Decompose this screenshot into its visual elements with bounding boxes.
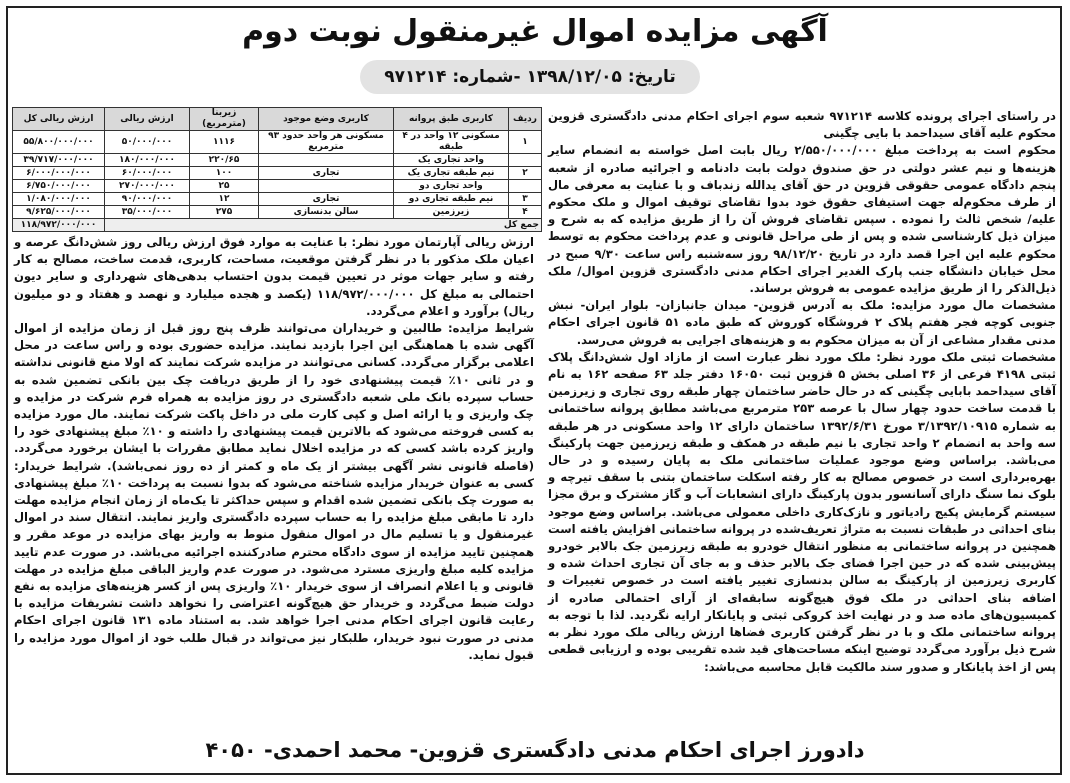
table-cell: مسکونی هر واحد حدود ۹۳ مترمربع	[259, 131, 394, 154]
judgment-paragraph: محکوم است به پرداخت مبلغ ۲/۵۵۰/۰۰۰/۰۰۰ ریال بابت اصل خواسته به انضمام سایر هزینه‌ها و نیم عشر دولتی در حق صندوق دولت بابت دادنامه و اجرائیه صادره از شعبه پنجم دادگاه عمومی حقوقی قزوین در حق آقای یدالله زندباف و با عنایت به معرفی مال از طرف محکوم‌له جهت استیفای حقوق خود بدوا تقاضای توقیف اموال و ملک محکوم علیه/ شخص ثالث را نموده . سپس تقاضای فروش آن را از طریق مزایده که به شرح و میزان ذیل کارشناسی شده و پس از طی مراحل قانونی و عدم پرداخت محکوم به توسط محکوم علیه این اجرا قصد دارد در تاریخ ۹۸/۱۲/۲۰ روز سه‌شنبه راس ساعت ۹/۳۰ صبح در محل خیابان دانشگاه جنب پارک الغدیر اجرای احکام مدنی دادگستری قزوین اموال/ ملک ذیل‌الذکر را از طریق مزایده عمومی به فروش برساند.	[548, 143, 1056, 296]
total-row	[13, 219, 542, 232]
table-cell: تجاری	[259, 193, 394, 206]
date-number-line: تاریخ: ۱۳۹۸/۱۲/۰۵ -شماره: ۹۷۱۲۱۴	[360, 60, 700, 94]
table-cell: نیم طبقه تجاری یک	[394, 167, 509, 180]
table-row	[13, 180, 542, 193]
table-cell: ۲۷۵	[190, 206, 259, 219]
table-cell	[259, 180, 394, 193]
table-cell: ۱۱۱۶	[190, 131, 259, 154]
table-row	[13, 193, 542, 206]
table-header-row	[13, 108, 542, 131]
table-cell: ۳۹/۷۱۷/۰۰۰/۰۰۰	[13, 154, 105, 167]
table-cell: ۹/۶۲۵/۰۰۰/۰۰۰	[13, 206, 105, 219]
column-header: کاربری طبق پروانه	[394, 108, 509, 131]
table-row	[13, 154, 542, 167]
table-cell: ۲۷۰/۰۰۰/۰۰۰	[105, 180, 190, 193]
table-cell: ۶۰/۰۰۰/۰۰۰	[105, 167, 190, 180]
left-column	[14, 234, 534, 664]
table-cell: واحد تجاری یک	[394, 154, 509, 167]
table-row	[13, 206, 542, 219]
property-spec-paragraph: مشخصات مال مورد مزایده: ملک به آدرس قزوین- میدان جانبازان- بلوار ایران- نبش جنوبی کوچه فجر هفتم پلاک ۲ فروشگاه کوروش که طبق ماده ۵۱ قانون اجرای احکام مدنی مقدار مشاعی از آن به میزان محکوم به و هزینه‌های اجرایی به فروش می‌رسد.	[548, 298, 1056, 347]
table-cell: ۵۰/۰۰۰/۰۰۰	[105, 131, 190, 154]
table-cell: ۱۲	[190, 193, 259, 206]
table-row	[13, 131, 542, 154]
column-header: ارزش ریالی	[105, 108, 190, 131]
table-cell: ۲۵	[190, 180, 259, 193]
table-cell: سالن بدنسازی	[259, 206, 394, 219]
table-cell: ۱۰۰	[190, 167, 259, 180]
table-cell: ۵۵/۸۰۰/۰۰۰/۰۰۰	[13, 131, 105, 154]
table-cell: ۱۸۰/۰۰۰/۰۰۰	[105, 154, 190, 167]
table-cell: مسکونی ۱۲ واحد در ۴ طبقه	[394, 131, 509, 154]
table-cell: نیم طبقه تجاری دو	[394, 193, 509, 206]
valuation-paragraph: ارزش ریالی آپارتمان مورد نظر: با عنایت به موارد فوق ارزش ریالی روز شش‌دانگ عرصه و اعیان ملک مذکور با در نظر گرفتن موقعیت، مساحت، کاربری، قدمت ساخت، مصالح به کار رفته و سایر جهات موثر در تعیین قیمت بدون احتساب بدهی‌های شهرداری و سایر دیون احتمالی به مبلغ کل ۱۱۸/۹۷۲/۰۰۰/۰۰۰ (یکصد و هجده میلیارد و نهصد و هفتاد و دو میلیون ریال) برآورد و اعلام می‌گردد.	[14, 235, 534, 318]
table-row	[13, 167, 542, 180]
table-cell	[509, 180, 542, 193]
right-column	[548, 108, 1056, 676]
table-cell: تجاری	[259, 167, 394, 180]
table-cell: زیرزمین	[394, 206, 509, 219]
table-cell: ۱	[509, 131, 542, 154]
table-cell: ۹۰/۰۰۰/۰۰۰	[105, 193, 190, 206]
price-table	[12, 107, 542, 232]
table-cell	[509, 154, 542, 167]
conditions-paragraph: شرایط مزایده: طالبین و خریداران می‌توانند ظرف پنج روز قبل از زمان مزایده از اموال آگهی شده با هماهنگی این اجرا بازدید نمایند. مزایده حضوری بوده و راس ساعت در محل اعلامی برگزار می‌گردد. کسانی می‌توانند در مزایده شرکت نمایند که اولا منع قانونی نداشته و در ثانی ۱۰٪ قیمت پیشنهادی خود را از طریق دریافت چک بین بانکی تضمین شده به حساب سپرده بانک ملی شعبه دادگستری در روز مزایده به همراه فرم شرکت در مزایده و چک واریزی و یا ارائه اصل و کپی کارت ملی در داخل پاکت شرکت نمایند. مال مورد مزایده به کسی فروخته می‌شود که بالاترین قیمت پیشنهادی را داشته و ۱۰٪ مبلغ پیشنهادی خود را واریز کرده باشد کسی که در مزایده اخلال نماید مطابق مقررات با ایشان برخورد می‌گردد. (فاصله قانونی نشر آگهی بیشتر از یک ماه و کمتر از ده روز نمی‌باشد). شرایط خریدار: کسی به عنوان خریدار مزایده شناخته می‌شود که بدوا نسبت به پرداخت ۱۰٪ مبلغ پیشنهادی به صورت چک بانکی تضمین شده اقدام و سپس حداکثر تا یک‌ماه از زمان انجام مزایده مهلت دارد تا مابقی مبلغ مزایده را به حساب سپرده دادگستری واریز نمایند. انتقال سند در اموال غیرمنقول و یا تسلیم مال در اموال منقول منوط به واریز بهای مزایده در موعد مقرر و همچنین تایید مزایده از سوی دادگاه محترم صادرکننده اجرائیه می‌باشد. در صورت عدم تایید مزایده کلیه مبلغ واریزی مسترد می‌شود. در صورت عدم واریز الباقی مبلغ مزایده در مهلت قانونی و یا اعلام انصراف از سوی خریدار ۱۰٪ واریزی پس از کسر هزینه‌های مزایده به نفع دولت ضبط می‌گردد و خریدار حق هیچ‌گونه اعتراضی را نخواهد داشت تشریفات مزایده با رعایت قانون اجرای احکام مدنی اجرا خواهد شد. به استناد ماده ۱۳۱ قانون اجرای احکام مدنی در صورت نبود خریدار، طلبکار نیز می‌تواند در قبال طلب خود از اموال مورد مزایده را قبول نماید.	[14, 321, 534, 662]
column-header: ردیف	[509, 108, 542, 131]
table-cell: ۲۲۰/۶۵	[190, 154, 259, 167]
table-cell: واحد تجاری دو	[394, 180, 509, 193]
table-cell: ۳۵/۰۰۰/۰۰۰	[105, 206, 190, 219]
total-label: جمع کل	[105, 219, 542, 232]
total-value: ۱۱۸/۹۷۲/۰۰۰/۰۰۰	[13, 219, 105, 232]
signature-footer: دادورز اجرای احکام مدنی دادگستری قزوین- محمد احمدی- ۴۰۵۰	[205, 738, 865, 762]
table-cell: ۴	[509, 206, 542, 219]
table-cell: ۱/۰۸۰/۰۰۰/۰۰۰	[13, 193, 105, 206]
registration-paragraph: مشخصات ثبتی ملک مورد نظر: ملک مورد نظر عبارت است از مازاد اول شش‌دانگ پلاک ثبتی ۴۱۹۸ فرعی از ۳۶ اصلی بخش ۵ قزوین ثبت ۱۶۰۵۰ دفتر جلد ۶۳ صفحه ۱۶۲ به نام آقای سیداحمد بابایی چگینی که در حال حاضر ساختمان چهار طبقه روی تجاری و زیرزمین با قدمت ساخت حدود چهار سال با عرصه ۲۵۳ مترمربع می‌باشد مطابق پروانه ساختمانی به شماره ۳/۱۳۹۲/۱۰۹۱۵ مورخ ۱۳۹۲/۶/۳۱ ساختمان دارای ۱۲ واحد مسکونی در هر طبقه سه واحد به انضمام ۲ واحد تجاری با نیم طبقه در همکف و طبقه زیرزمین جهت پارکینگ می‌باشد. براساس وضع موجود عملیات ساختمانی ملک به پایان رسیده و در حال بهره‌برداری است در خصوص مصالح به کار رفته اسکلت ساختمان بتنی با سقف تیرچه و بلوک نما سنگ دارای آسانسور بدون پارکینگ دارای انشعابات آب و گاز مشترک و برق مجزا سیستم گرمایش پکیج رادیاتور و نازک‌کاری داخلی معمولی می‌باشد. براساس وضع موجود بنای احداثی در طبقات نسبت به متراژ تعریف‌شده در پروانه ساختمانی افزایش یافته است همچنین در پروانه ساختمانی به منظور انتقال خودرو به طبقه زیرزمین جک بالابر خودرو پیش‌بینی شده که در حین اجرا فضای جک بالابر حذف و به جای آن تجاری احداث شده و کاربری زیرزمین از پارکینگ به سالن بدنسازی تغییر یافته است در خصوص تغییرات و اضافه بنای احداثی در ملک فوق هیچ‌گونه سابقه‌ای از آرای احتمالی صادره از کمیسیون‌های ماده صد و در نهایت اخذ کروکی ثبتی و پایانکار ارایه نگردید. لذا با توجه به پروانه ساختمانی ملک و با در نظر گرفتن کاربری فضاها ارزش ریالی ملک مورد نظر به شرح ذیل برآورد می‌گردد توضیح اینکه مساحت‌های قید شده تقریبی بوده و ارزیابی قطعی پس از اخذ پایانکار و صدور سند مالکیت قابل محاسبه می‌باشد:	[548, 349, 1056, 674]
table-cell	[259, 154, 394, 167]
table-cell: ۶/۷۵۰/۰۰۰/۰۰۰	[13, 180, 105, 193]
table-cell: ۳	[509, 193, 542, 206]
table-cell: ۲	[509, 167, 542, 180]
notice-title: آگهی مزایده اموال غیرمنقول نوبت دوم	[242, 14, 828, 49]
column-header: زیربنا (مترمربع)	[190, 108, 259, 131]
column-header: ارزش ریالی کل	[13, 108, 105, 131]
column-header: کاربری وضع موجود	[259, 108, 394, 131]
intro-paragraph: در راستای اجرای پرونده کلاسه ۹۷۱۲۱۴ شعبه سوم اجرای احکام مدنی دادگستری قزوین محکوم علیه آقای سیداحمد با بایی چگینی	[548, 109, 1057, 141]
table-cell: ۶/۰۰۰/۰۰۰/۰۰۰	[13, 167, 105, 180]
